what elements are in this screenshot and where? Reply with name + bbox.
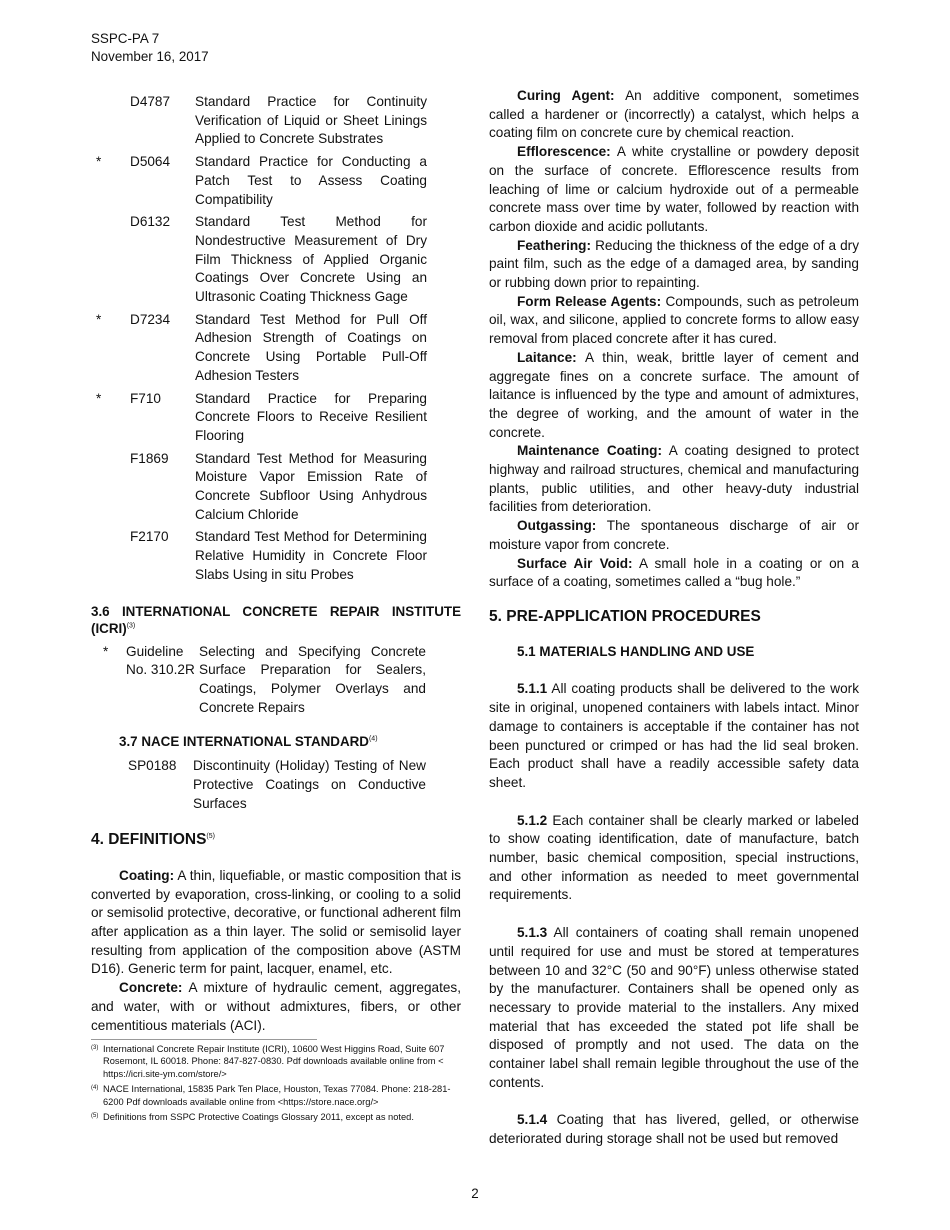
- reference-code: D4787: [130, 94, 171, 109]
- reference-item: [91, 93, 461, 149]
- doc-date: November 16, 2017: [91, 48, 209, 64]
- reference-title: Discontinuity (Holiday) Testing of New Protective Coatings on Conductive Surfaces: [193, 758, 426, 811]
- definition-paragraph: [489, 555, 859, 592]
- definition-text: A coating designed to protect highway and railroad structures, chemical and manufacturing plants, public utilities, and other heavy-duty industrial facilities from deterioration.: [489, 443, 859, 515]
- reference-code: F2170: [130, 529, 169, 545]
- definition-text: A thin, liquefiable, or mastic composition that is converted by evaporation, cross-linking, or cooling to a solid or semisolid protective, decorative, or functional adherent film after application as a thin layer. The solid or semisolid layer resulting from application of the composition above (ASTM D16). Generic term for paint, lacquer, enamel, etc.: [91, 867, 461, 977]
- definitions-heading-label: 4. DEFINITIONS: [91, 831, 207, 849]
- revision-mark: *: [96, 311, 102, 327]
- nace-heading-label: 3.7 NACE INTERNATIONAL STANDARD: [119, 734, 369, 750]
- reference-item: [91, 390, 461, 446]
- definition-paragraph: [91, 867, 461, 979]
- definition-paragraph: [489, 237, 859, 293]
- definition-term: Surface Air Void:: [517, 555, 633, 571]
- definitions-heading: [91, 831, 461, 850]
- clause-number: 5.1.3: [517, 925, 548, 941]
- subsection-heading: 5.1 MATERIALS HANDLING AND USE: [517, 643, 755, 659]
- footnote-mark: (3): [91, 1045, 99, 1051]
- definition-text: An additive component, sometimes called a hardener or (incorrectly) a catalyst, which helps a coating film on concrete cure by chemical reaction.: [489, 88, 860, 141]
- revision-mark: [91, 93, 130, 149]
- procedure-paragraph: [489, 1111, 859, 1148]
- left-column: [91, 93, 461, 1035]
- definition-text: Reducing the thickness of the edge of a dry paint film, such as the edge of a damaged area, by sanding or rubbing down prior to repainting.: [489, 237, 859, 291]
- footnote-mark: (5): [91, 1113, 99, 1120]
- reference-item: [91, 757, 461, 813]
- definition-term: Outgassing:: [517, 518, 597, 534]
- reference-item: [91, 213, 461, 307]
- procedure-paragraph: [489, 812, 859, 906]
- reference-code: F1869: [130, 450, 169, 466]
- definition-paragraph: [489, 349, 859, 443]
- page-number: 2: [471, 1186, 479, 1201]
- revision-mark: [91, 450, 130, 525]
- revision-mark: *: [96, 390, 102, 406]
- revision-mark: *: [96, 154, 102, 170]
- footnote: [91, 1111, 463, 1123]
- page-header: [91, 30, 209, 65]
- footnote-ref: (3): [126, 622, 136, 630]
- definition-term: Feathering:: [517, 237, 592, 253]
- footnote-mark: (4): [91, 1085, 99, 1092]
- right-column: [489, 87, 859, 1149]
- definition-term: Coating:: [119, 867, 175, 883]
- nace-heading: [91, 733, 461, 752]
- definition-text: A small hole in a coating or on a surface of a coating, sometimes called a “bug hole.”: [489, 555, 859, 590]
- reference-item: [91, 153, 461, 209]
- footnotes: [91, 1043, 463, 1126]
- procedure-paragraph: [489, 680, 859, 792]
- footnote-text: International Concrete Repair Institute (ICRI), 10600 West Higgins Road, Suite 607 Rosemont, IL 60018. Phone: 847-827-0830. Pdf downloads available online from < https://icri.site-ym.com/store/>: [103, 1044, 445, 1079]
- reference-item: [91, 311, 461, 386]
- clause-number: 5.1.4: [517, 1112, 548, 1128]
- footnote-text: Definitions from SSPC Protective Coatings Glossary 2011, except as noted.: [103, 1112, 414, 1123]
- definition-paragraph: [489, 87, 859, 143]
- reference-code: D6132: [130, 214, 171, 230]
- revision-mark: [91, 528, 130, 584]
- definition-text: Compounds, such as petroleum oil, wax, and silicone, applied to concrete forms to allow easy removal from placed concrete after it has cured.: [489, 293, 860, 347]
- reference-title: Standard Practice for Continuity Verification of Liquid or Sheet Linings Applied to Concrete Substrates: [195, 94, 427, 147]
- reference-title: Standard Test Method for Pull Off Adhesion Strength of Coatings on Concrete Using Portable Pull-Off Adhesion Testers: [195, 311, 427, 383]
- footnote: [91, 1083, 463, 1108]
- reference-code: SP0188: [128, 758, 177, 774]
- doc-id: SSPC-PA 7: [91, 31, 160, 46]
- icri-heading: [63, 603, 461, 637]
- definition-text: A thin, weak, brittle layer of cement and aggregate fines on a concrete surface. The amount of laitance is influenced by the type and amount of admixtures, the degree of working, and the amount of water in the concrete.: [489, 349, 859, 440]
- definition-term: Curing Agent:: [517, 88, 615, 103]
- reference-title: Standard Practice for Preparing Concrete Floors to Receive Resilient Flooring: [195, 390, 427, 443]
- definition-paragraph: [91, 979, 461, 1035]
- definition-term: Efflorescence:: [517, 144, 611, 160]
- reference-title: Standard Test Method for Nondestructive Measurement of Dry Film Thickness of Applied Organic Coatings Over Concrete Using an Ultrasonic Coating Thickness Gage: [195, 214, 427, 305]
- reference-code: F710: [130, 390, 161, 406]
- clause-text: All containers of coating shall remain unopened until required for use and must be stored at temperatures between 10 and 32°C (50 and 90°F) unless otherwise stated by the manufacturer. Containers shall be opened only as necessary to provide material to the installers. Any mixed material that has exceeded the stated pot life shall be disposed of promptly and not used. The data on the container label shall remain legible throughout the use of the contents.: [489, 925, 859, 1090]
- footnote-ref: (4): [368, 735, 378, 743]
- clause-text: Each container shall be clearly marked or labeled to show coating identification, date of manufacture, batch number, basic chemical composition, special instructions, and other information as needed to meet governmental requirements.: [489, 812, 859, 903]
- definition-paragraph: [489, 143, 859, 237]
- astm-reference-list: [91, 93, 461, 585]
- definition-term: Laitance:: [517, 349, 577, 365]
- clause-text: Coating that has livered, gelled, or otherwise deteriorated during storage shall not be used but removed: [489, 1112, 859, 1147]
- definition-term: Form Release Agents:: [517, 293, 662, 309]
- definition-paragraph: [489, 517, 859, 554]
- revision-mark: [91, 213, 130, 307]
- reference-item: [91, 643, 461, 718]
- footnote-ref: (5): [206, 833, 215, 841]
- reference-title: Standard Test Method for Measuring Moisture Vapor Emission Rate of Concrete Subfloor Using Anhydrous Calcium Chloride: [195, 450, 427, 522]
- reference-code: D5064: [130, 154, 171, 170]
- clause-text: All coating products shall be delivered to the work site in original, unopened containers with labels intact. Minor damage to containers is acceptable if the container has not been punctured or crimped or has had the lid seal broken. Each product shall have a readily accessible safety data sheet.: [489, 681, 859, 790]
- icri-heading-label: 3.6 INTERNATIONAL CONCRETE REPAIR INSTITUTE (ICRI): [91, 603, 461, 636]
- definition-text: A white crystalline or powdery deposit on the surface of concrete. Efflorescence results from leaching of lime or calcium hydroxide out of a permeable concrete mass over time by water, followed by reaction with carbon dioxide and acidic pollutants.: [489, 144, 859, 234]
- clause-number: 5.1.1: [517, 681, 548, 697]
- revision-mark: *: [103, 643, 109, 659]
- definition-text: A mixture of hydraulic cement, aggregates, and water, with or without admixtures, fibers, or other cementitious materials (ACI).: [91, 980, 461, 1033]
- procedure-paragraph: [489, 924, 859, 1092]
- reference-title: Standard Practice for Conducting a Patch Test to Assess Coating Compatibility: [195, 154, 427, 207]
- reference-item: [91, 528, 461, 584]
- footnote: [91, 1043, 463, 1080]
- section-heading: 5. PRE-APPLICATION PROCEDURES: [489, 607, 761, 625]
- reference-code: D7234: [130, 311, 171, 327]
- reference-title: Standard Test Method for Determining Relative Humidity in Concrete Floor Slabs Using in situ Probes: [195, 529, 427, 582]
- reference-item: [91, 450, 461, 525]
- footnote-text: NACE International, 15835 Park Ten Place, Houston, Texas 77084. Phone: 218-281-6200 Pdf downloads available online from <https://store.nace.org/>: [103, 1084, 451, 1107]
- reference-title: Selecting and Specifying Concrete Surface Preparation for Sealers, Coatings, Polymer Overlays and Concrete Repairs: [199, 643, 426, 715]
- footnote-divider: [91, 1039, 317, 1040]
- definition-text: The spontaneous discharge of air or moisture vapor from concrete.: [489, 518, 859, 552]
- definition-paragraph: [489, 293, 859, 349]
- icri-heading-text: [63, 603, 461, 637]
- reference-code: Guideline No. 310.2R: [126, 643, 195, 678]
- definition-term: Concrete:: [119, 980, 183, 996]
- definition-paragraph: [489, 442, 859, 517]
- definition-term: Maintenance Coating:: [517, 443, 662, 459]
- clause-number: 5.1.2: [517, 812, 548, 828]
